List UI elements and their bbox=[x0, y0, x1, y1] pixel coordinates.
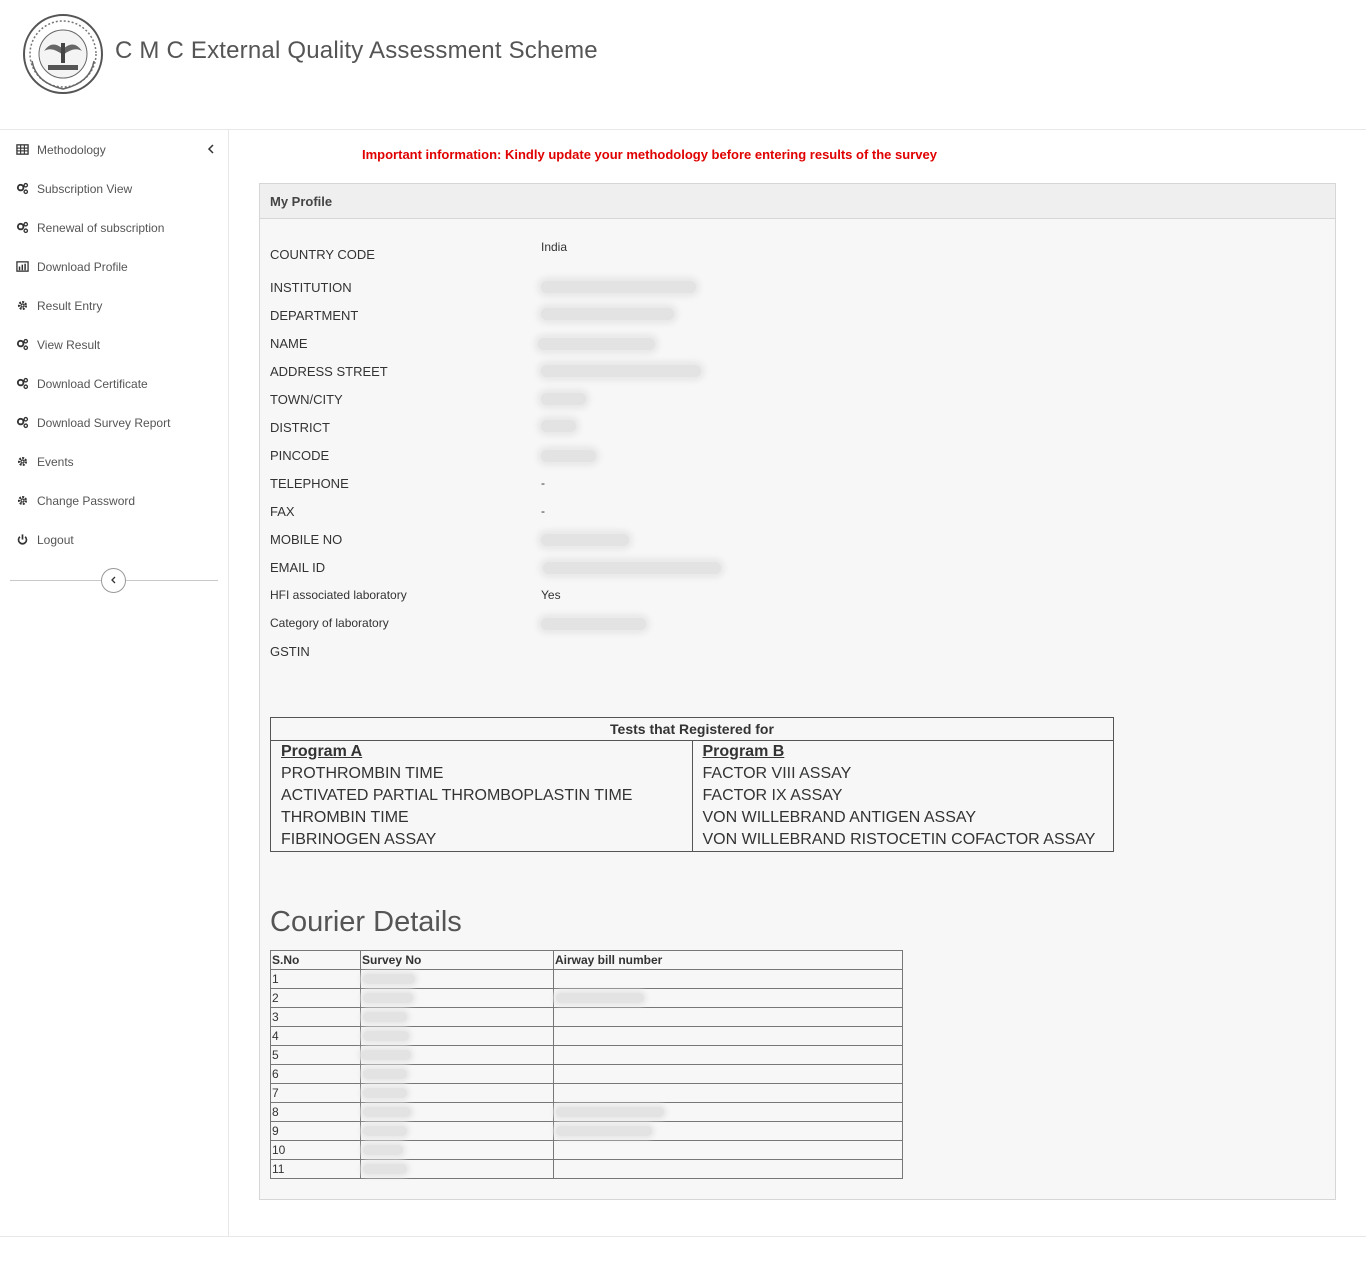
table-row bbox=[271, 970, 903, 989]
chevron-left-icon[interactable] bbox=[206, 142, 216, 156]
profile-value-fax: - bbox=[541, 504, 545, 518]
redacted-value bbox=[543, 562, 721, 574]
profile-label-gstin: GSTIN bbox=[270, 644, 310, 659]
cell-survey-no bbox=[361, 1008, 554, 1027]
redacted-value bbox=[541, 618, 646, 630]
program-a-cell bbox=[271, 741, 693, 852]
app-title: C M C External Quality Assessment Scheme bbox=[115, 37, 598, 64]
sidebar-item-label: Logout bbox=[37, 532, 74, 547]
cell-survey-no bbox=[361, 1141, 554, 1160]
cell-sno: 2 bbox=[271, 989, 361, 1008]
redacted-value bbox=[556, 1107, 664, 1117]
cell-survey-no bbox=[361, 1122, 554, 1141]
cell-airway-bill bbox=[554, 1103, 903, 1122]
table-row bbox=[271, 1008, 903, 1027]
test-item: VON WILLEBRAND RISTOCETIN COFACTOR ASSAY bbox=[702, 831, 1096, 848]
profile-label-country-code: COUNTRY CODE bbox=[270, 247, 375, 262]
cogs-icon bbox=[15, 377, 29, 391]
cell-survey-no bbox=[361, 1103, 554, 1122]
cmc-seal-icon[interactable] bbox=[22, 13, 104, 95]
redacted-value bbox=[363, 1145, 403, 1155]
sidebar-item-label: Events bbox=[37, 454, 74, 469]
footer-divider bbox=[0, 1236, 1366, 1237]
profile-label-category: Category of laboratory bbox=[270, 616, 389, 630]
test-item: THROMBIN TIME bbox=[281, 809, 409, 826]
profile-label-telephone: TELEPHONE bbox=[270, 476, 349, 491]
table-row bbox=[271, 1103, 903, 1122]
redacted-value bbox=[363, 1012, 407, 1022]
sidebar-item-change-password[interactable] bbox=[0, 481, 228, 520]
cogs-icon bbox=[15, 221, 29, 235]
cell-airway-bill bbox=[554, 1122, 903, 1141]
redacted-value bbox=[541, 450, 596, 462]
cell-airway-bill bbox=[554, 1160, 903, 1179]
sidebar-collapse-button[interactable] bbox=[101, 568, 126, 593]
redacted-value bbox=[541, 365, 701, 377]
sidebar-item-events[interactable] bbox=[0, 442, 228, 481]
cell-airway-bill bbox=[554, 970, 903, 989]
profile-value-hfi-associated: Yes bbox=[541, 588, 561, 602]
cell-sno: 11 bbox=[271, 1160, 361, 1179]
profile-label-address-street: ADDRESS STREET bbox=[270, 364, 388, 379]
redacted-value bbox=[556, 993, 644, 1003]
column-header-sno: S.No bbox=[271, 951, 361, 970]
sidebar-item-result-entry[interactable] bbox=[0, 286, 228, 325]
program-b-cell bbox=[692, 741, 1114, 852]
cell-survey-no bbox=[361, 1046, 554, 1065]
sidebar-item-logout[interactable] bbox=[0, 520, 228, 559]
sidebar-item-label: Renewal of subscription bbox=[37, 220, 165, 235]
profile-panel bbox=[259, 183, 1336, 1200]
gear-icon bbox=[15, 455, 29, 469]
gear-icon bbox=[15, 299, 29, 313]
sidebar-item-renewal[interactable] bbox=[0, 208, 228, 247]
cell-sno: 5 bbox=[271, 1046, 361, 1065]
sidebar-item-label: Methodology bbox=[37, 142, 106, 157]
sidebar-item-download-profile[interactable] bbox=[0, 247, 228, 286]
cell-airway-bill bbox=[554, 1027, 903, 1046]
redacted-value bbox=[541, 281, 696, 293]
table-row bbox=[271, 1046, 903, 1065]
redacted-value bbox=[363, 1069, 407, 1079]
redacted-value bbox=[541, 534, 629, 546]
redacted-value bbox=[541, 308, 674, 320]
redacted-value bbox=[556, 1126, 652, 1136]
cell-survey-no bbox=[361, 1084, 554, 1103]
profile-label-mobile-no: MOBILE NO bbox=[270, 532, 343, 547]
test-item: VON WILLEBRAND ANTIGEN ASSAY bbox=[702, 809, 977, 826]
page-header bbox=[0, 0, 1366, 130]
power-icon bbox=[15, 533, 29, 547]
cogs-icon bbox=[15, 182, 29, 196]
sidebar-item-label: Download Profile bbox=[37, 259, 128, 274]
cell-sno: 4 bbox=[271, 1027, 361, 1046]
table-row bbox=[271, 1065, 903, 1084]
redacted-value bbox=[361, 1050, 411, 1060]
sidebar-item-label: Download Survey Report bbox=[37, 415, 171, 430]
redacted-value bbox=[363, 993, 413, 1003]
cell-survey-no bbox=[361, 1160, 554, 1179]
profile-label-name: NAME bbox=[270, 336, 308, 351]
cell-airway-bill bbox=[554, 1084, 903, 1103]
courier-details-title: Courier Details bbox=[270, 906, 462, 938]
cell-sno: 1 bbox=[271, 970, 361, 989]
cell-airway-bill bbox=[554, 1008, 903, 1027]
sidebar-item-label: Download Certificate bbox=[37, 376, 148, 391]
redacted-value bbox=[363, 1031, 409, 1041]
table-row bbox=[271, 1141, 903, 1160]
table-row bbox=[271, 1160, 903, 1179]
table-row bbox=[271, 1084, 903, 1103]
sidebar-item-methodology[interactable] bbox=[0, 130, 228, 169]
redacted-value bbox=[363, 1107, 411, 1117]
profile-label-department: DEPARTMENT bbox=[270, 308, 359, 323]
column-header-airway-bill: Airway bill number bbox=[554, 951, 903, 970]
courier-details-table bbox=[270, 950, 903, 1179]
sidebar-item-label: Change Password bbox=[37, 493, 136, 508]
column-header-survey-no: Survey No bbox=[361, 951, 554, 970]
table-row bbox=[271, 989, 903, 1008]
test-item: FIBRINOGEN ASSAY bbox=[281, 831, 437, 848]
program-b-title: Program B bbox=[702, 743, 785, 760]
profile-label-district: DISTRICT bbox=[270, 420, 330, 435]
test-item: ACTIVATED PARTIAL THROMBOPLASTIN TIME bbox=[281, 787, 633, 804]
bar-chart-icon bbox=[15, 260, 29, 274]
cell-airway-bill bbox=[554, 1141, 903, 1160]
sidebar-nav bbox=[0, 130, 229, 1236]
profile-label-email-id: EMAIL ID bbox=[270, 560, 326, 575]
profile-value-country-code: India bbox=[541, 240, 568, 254]
sidebar-item-view-result[interactable] bbox=[0, 325, 228, 364]
cell-sno: 7 bbox=[271, 1084, 361, 1103]
redacted-value bbox=[541, 420, 576, 432]
redacted-value bbox=[541, 393, 586, 405]
cogs-icon bbox=[15, 338, 29, 352]
cell-sno: 6 bbox=[271, 1065, 361, 1084]
cell-airway-bill bbox=[554, 1065, 903, 1084]
tests-registered-table bbox=[270, 717, 1114, 852]
cogs-icon bbox=[15, 416, 29, 430]
redacted-value bbox=[363, 974, 415, 984]
methodology-notice: Important information: Kindly update your methodology before entering results of the survey bbox=[362, 147, 937, 162]
cell-survey-no bbox=[361, 989, 554, 1008]
cell-airway-bill bbox=[554, 1046, 903, 1065]
test-item: FACTOR VIII ASSAY bbox=[702, 765, 852, 782]
cell-sno: 10 bbox=[271, 1141, 361, 1160]
profile-value-telephone: - bbox=[541, 476, 545, 490]
redacted-value bbox=[538, 338, 655, 350]
cell-sno: 3 bbox=[271, 1008, 361, 1027]
profile-label-fax: FAX bbox=[270, 504, 295, 519]
profile-label-institution: INSTITUTION bbox=[270, 280, 352, 295]
profile-label-hfi-associated: HFI associated laboratory bbox=[270, 588, 407, 602]
cell-survey-no bbox=[361, 970, 554, 989]
table-icon bbox=[15, 143, 29, 157]
sidebar-item-label: Subscription View bbox=[37, 181, 133, 196]
panel-heading: My Profile bbox=[260, 184, 1335, 219]
table-row bbox=[271, 1027, 903, 1046]
sidebar-item-label: View Result bbox=[37, 337, 101, 352]
chevron-left-icon bbox=[109, 572, 119, 590]
tests-table-heading: Tests that Registered for bbox=[271, 718, 1114, 741]
program-a-title: Program A bbox=[281, 743, 363, 760]
cell-sno: 8 bbox=[271, 1103, 361, 1122]
sidebar-item-label: Result Entry bbox=[37, 298, 103, 313]
test-item: FACTOR IX ASSAY bbox=[702, 787, 843, 804]
profile-label-pincode: PINCODE bbox=[270, 448, 330, 463]
cell-sno: 9 bbox=[271, 1122, 361, 1141]
cell-survey-no bbox=[361, 1027, 554, 1046]
sidebar-item-download-certificate[interactable] bbox=[0, 364, 228, 403]
gear-icon bbox=[15, 494, 29, 508]
cell-survey-no bbox=[361, 1065, 554, 1084]
sidebar-item-download-survey-report[interactable] bbox=[0, 403, 228, 442]
redacted-value bbox=[363, 1126, 407, 1136]
redacted-value bbox=[363, 1164, 407, 1174]
profile-label-town-city: TOWN/CITY bbox=[270, 392, 343, 407]
table-row bbox=[271, 1122, 903, 1141]
sidebar-item-subscription-view[interactable] bbox=[0, 169, 228, 208]
test-item: PROTHROMBIN TIME bbox=[281, 765, 444, 782]
cell-airway-bill bbox=[554, 989, 903, 1008]
redacted-value bbox=[363, 1088, 407, 1098]
